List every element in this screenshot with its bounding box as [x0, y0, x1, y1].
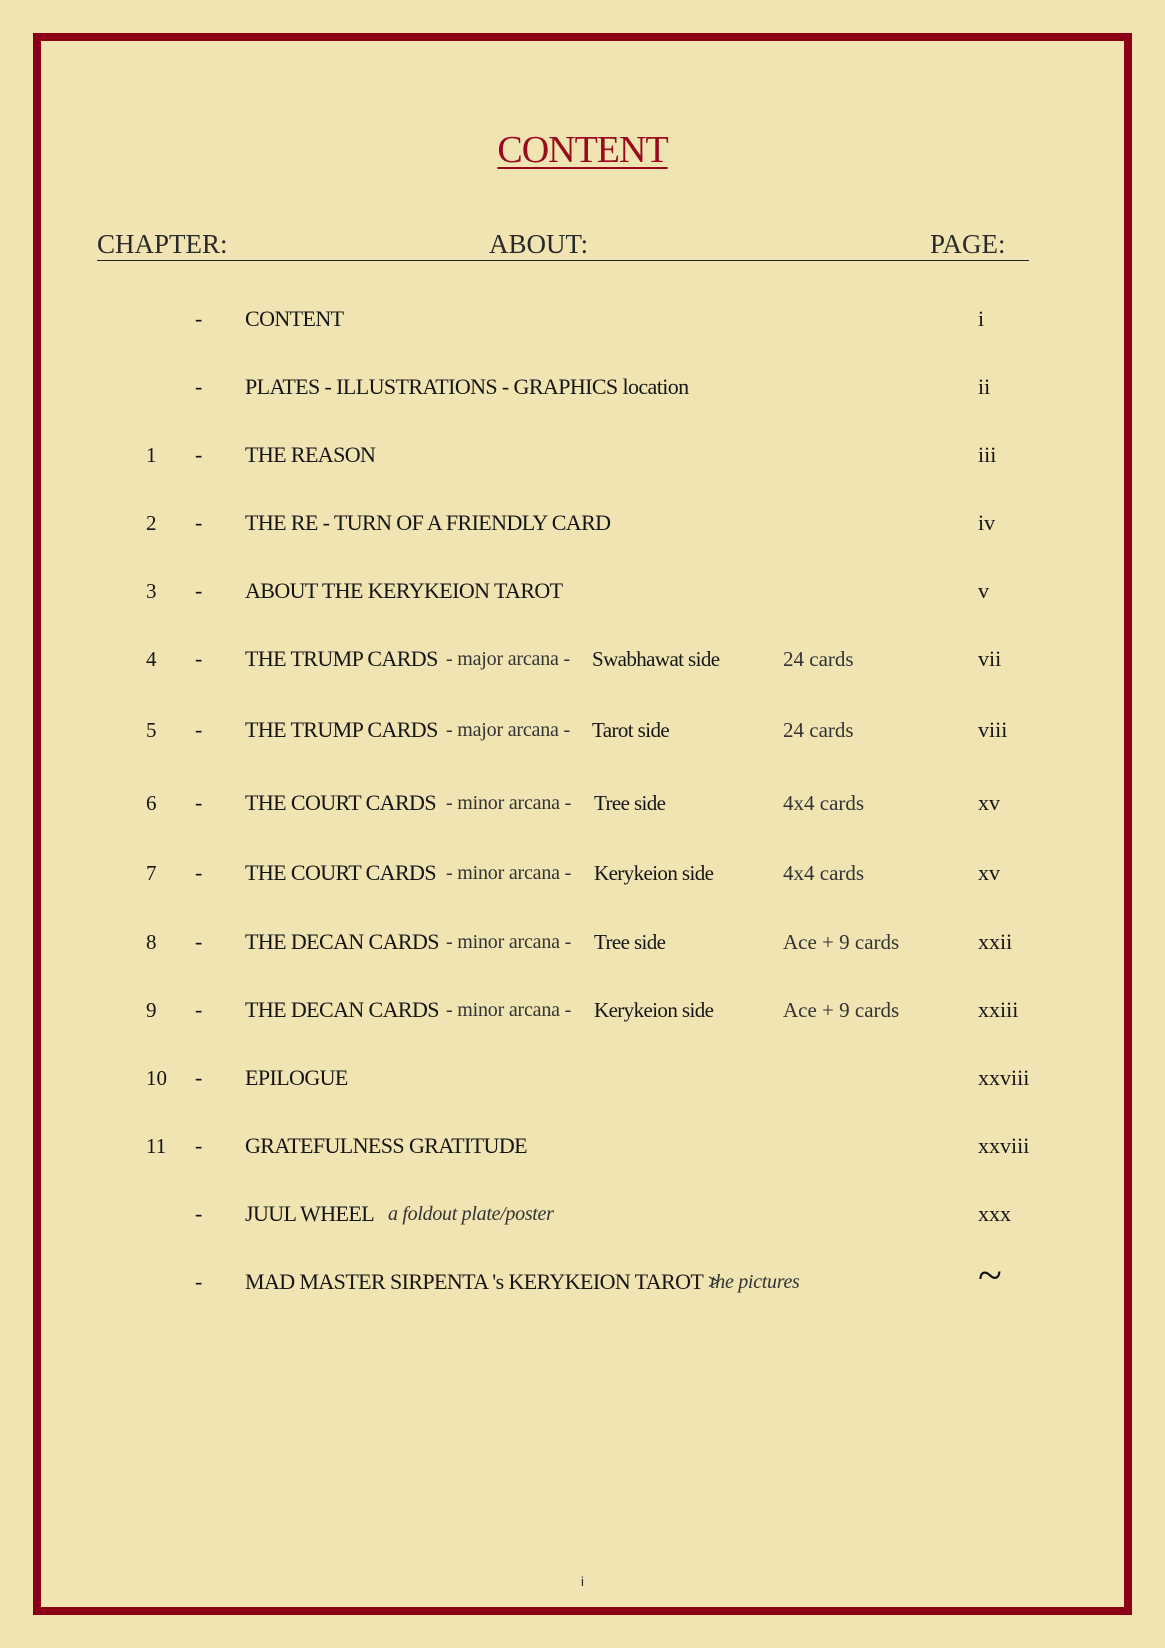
column-header [97, 228, 1029, 261]
page-number: i [978, 306, 985, 331]
toc-row [0, 1251, 1165, 1300]
chapter-title: CONTENT [245, 306, 344, 331]
arcana-label: - major arcana - [446, 719, 570, 741]
chapter-number: 6 [146, 791, 157, 815]
card-side: Tarot side [592, 718, 670, 742]
card-side: Swabhawat side [592, 647, 720, 671]
toc-row [0, 370, 1165, 404]
card-count: 4x4 cards [783, 861, 865, 885]
chapter-title: THE TRUMP CARDS [245, 717, 438, 742]
separator-dash: - [195, 929, 203, 954]
page-number: xv [978, 860, 1000, 885]
card-count: Ace + 9 cards [783, 930, 900, 954]
page-number: v [978, 578, 989, 603]
chapter-title: THE DECAN CARDS [245, 997, 439, 1022]
toc-row [0, 574, 1165, 608]
chapter-title: MAD MASTER SIRPENTA 's KERYKEION TAROT > [245, 1269, 720, 1294]
toc-row [0, 1197, 1165, 1231]
page-number: xxviii [978, 1065, 1030, 1090]
separator-dash: - [195, 860, 203, 885]
chapter-title: THE TRUMP CARDS [245, 646, 438, 671]
page-number: viii [978, 717, 1008, 742]
chapter-title: THE RE - TURN OF A FRIENDLY CARD [245, 510, 611, 535]
header-about: ABOUT: [489, 229, 589, 259]
toc-row [0, 438, 1165, 472]
separator-dash: - [195, 1269, 203, 1294]
chapter-title: THE COURT CARDS [245, 790, 436, 815]
arcana-label: - major arcana - [446, 648, 570, 670]
chapter-title: JUUL WHEEL [245, 1201, 375, 1226]
toc-row [0, 856, 1165, 890]
chapter-number: 2 [146, 511, 157, 535]
toc-row [0, 713, 1165, 747]
page-number: vii [978, 646, 1002, 671]
chapter-title: THE COURT CARDS [245, 860, 436, 885]
toc-row [0, 786, 1165, 820]
chapter-title: GRATEFULNESS GRATITUDE [245, 1133, 527, 1158]
page-number: xxii [978, 929, 1013, 954]
page-number: ~ [978, 1251, 1002, 1300]
arcana-label: - minor arcana - [446, 862, 572, 884]
page-number: iii [978, 442, 997, 467]
separator-dash: - [195, 510, 203, 535]
chapter-note: the pictures [710, 1271, 800, 1293]
chapter-number: 5 [146, 718, 157, 742]
page-title: CONTENT [497, 129, 668, 171]
page-number: iv [978, 510, 996, 535]
toc-row [0, 1129, 1165, 1163]
chapter-number: 11 [146, 1134, 167, 1158]
page-number: xxx [978, 1201, 1011, 1226]
separator-dash: - [195, 1133, 203, 1158]
page-number: ii [978, 374, 991, 399]
card-side: Kerykeion side [594, 861, 714, 885]
page-number: xv [978, 790, 1000, 815]
card-side: Tree side [594, 791, 666, 815]
chapter-note: a foldout plate/poster [388, 1203, 554, 1225]
separator-dash: - [195, 1201, 203, 1226]
chapter-number: 1 [146, 443, 157, 467]
toc-row [0, 642, 1165, 676]
card-count: 24 cards [783, 718, 854, 742]
separator-dash: - [195, 374, 203, 399]
separator-dash: - [195, 1065, 203, 1090]
card-count: Ace + 9 cards [783, 998, 900, 1022]
separator-dash: - [195, 790, 203, 815]
chapter-title: PLATES - ILLUSTRATIONS - GRAPHICS location [245, 374, 689, 399]
chapter-number: 7 [146, 861, 157, 885]
card-count: 4x4 cards [783, 791, 865, 815]
page-border [33, 33, 1132, 1615]
chapter-number: 9 [146, 998, 157, 1022]
separator-dash: - [195, 997, 203, 1022]
card-side: Kerykeion side [594, 998, 714, 1022]
arcana-label: - minor arcana - [446, 931, 572, 953]
separator-dash: - [195, 578, 203, 603]
arcana-label: - minor arcana - [446, 792, 572, 814]
chapter-number: 4 [146, 647, 157, 671]
separator-dash: - [195, 306, 203, 331]
separator-dash: - [195, 442, 203, 467]
arcana-label: - minor arcana - [446, 999, 572, 1021]
page-footer-number: i [581, 1574, 584, 1589]
chapter-number: 8 [146, 930, 157, 954]
header-chapter: CHAPTER: [97, 229, 228, 259]
separator-dash: - [195, 717, 203, 742]
toc-row [0, 506, 1165, 540]
chapter-title: THE REASON [245, 442, 376, 467]
chapter-number: 3 [146, 579, 157, 603]
toc-row [0, 302, 1165, 336]
separator-dash: - [195, 646, 203, 671]
toc-row [0, 1061, 1165, 1095]
card-count: 24 cards [783, 647, 854, 671]
chapter-title: EPILOGUE [245, 1065, 348, 1090]
card-side: Tree side [594, 930, 666, 954]
toc-row [0, 925, 1165, 959]
chapter-number: 10 [146, 1066, 167, 1090]
header-page: PAGE: [930, 229, 1006, 259]
page-number: xxviii [978, 1133, 1030, 1158]
chapter-title: THE DECAN CARDS [245, 929, 439, 954]
chapter-title: ABOUT THE KERYKEION TAROT [245, 578, 563, 603]
page-number: xxiii [978, 997, 1019, 1022]
toc-row [0, 993, 1165, 1027]
